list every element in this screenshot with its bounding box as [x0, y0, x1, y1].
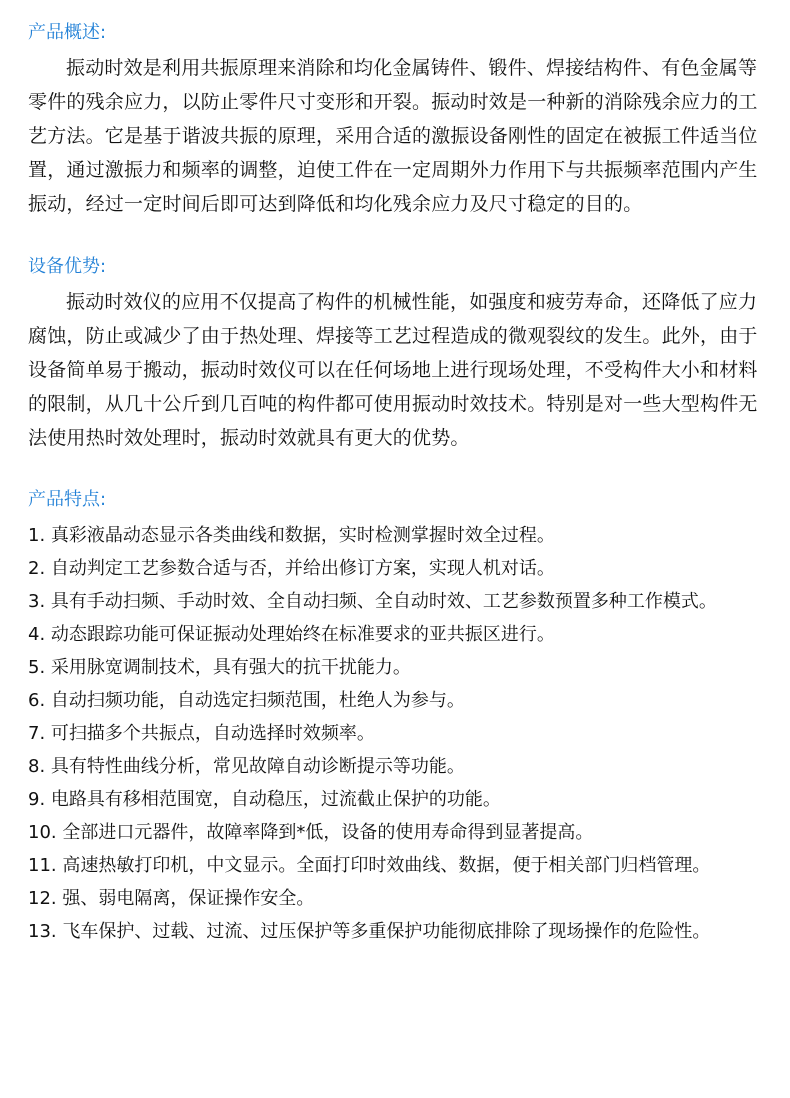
list-item: [28, 750, 770, 783]
list-item-number: 4.: [28, 624, 51, 645]
features-title: 产品特点:: [28, 489, 107, 510]
list-item-text: 全部进口元器件，故障率降到*低，设备的使用寿命得到显著提高。: [62, 822, 594, 843]
list-item-text: 强、弱电隔离，保证操作安全。: [62, 888, 315, 909]
list-item: [28, 618, 770, 651]
list-item: [28, 684, 770, 717]
list-item-text: 具有特性曲线分析，常见故障自动诊断提示等功能。: [50, 756, 465, 777]
list-item-number: 5.: [28, 657, 51, 678]
list-item: [28, 552, 770, 585]
advantages-paragraph: 振动时效仪的应用不仅提高了构件的机械性能，如强度和疲劳寿命，还降低了应力腐蚀，防止或减少了由于热处理、焊接等工艺过程造成的微观裂纹的发生。此外，由于设备简单易于搬动，振动时效仪可以在任何场地上进行现场处理，不受构件大小和材料的限制，从几十公斤到几百吨的构件都可使用振动时效技术。特别是对一些大型构件无法使用热时效处理时，振动时效就具有更大的优势。: [28, 291, 758, 449]
list-item: [28, 783, 770, 816]
list-item-text: 自动判定工艺参数合适与否，并给出修订方案，实现人机对话。: [50, 558, 555, 579]
list-item: [28, 717, 770, 750]
features-list: [28, 519, 770, 948]
list-item-text: 具有手动扫频、手动时效、全自动扫频、全自动时效、工艺参数预置多种工作模式。: [50, 591, 717, 612]
list-item: [28, 882, 770, 915]
list-item: [28, 651, 770, 684]
list-item: [28, 585, 770, 618]
list-item-number: 9.: [28, 789, 51, 810]
list-item-number: 11.: [28, 855, 63, 876]
list-item-number: 2.: [28, 558, 51, 579]
list-item-text: 采用脉宽调制技术，具有强大的抗干扰能力。: [50, 657, 411, 678]
list-item-text: 真彩液晶动态显示各类曲线和数据，实时检测掌握时效全过程。: [50, 525, 555, 546]
list-item-text: 电路具有移相范围宽，自动稳压，过流截止保护的功能。: [50, 789, 501, 810]
overview-paragraph: 振动时效是利用共振原理来消除和均化金属铸件、锻件、焊接结构件、有色金属等零件的残余应力，以防止零件尺寸变形和开裂。振动时效是一种新的消除残余应力的工艺方法。它是基于谐波共振的原理，采用合适的激振设备刚性的固定在被振工件适当位置，通过激振力和频率的调整，迫使工件在一定周期外力作用下与共振频率范围内产生振动，经过一定时间后即可达到降低和均化残余应力及尺寸稳定的目的。: [28, 57, 758, 215]
list-item-number: 1.: [28, 525, 51, 546]
list-item-number: 3.: [28, 591, 51, 612]
list-item-number: 13.: [28, 921, 63, 942]
list-item-number: 7.: [28, 723, 51, 744]
list-item-number: 10.: [28, 822, 63, 843]
features-section: [28, 487, 770, 948]
overview-section: [28, 20, 770, 221]
overview-title: 产品概述:: [28, 22, 107, 43]
list-item-number: 6.: [28, 690, 51, 711]
list-item-text: 可扫描多个共振点，自动选择时效频率。: [50, 723, 375, 744]
list-item: [28, 849, 770, 882]
list-item-text: 飞车保护、过载、过流、过压保护等多重保护功能彻底排除了现场操作的危险性。: [62, 921, 711, 942]
list-item-text: 动态跟踪功能可保证振动处理始终在标准要求的亚共振区进行。: [50, 624, 555, 645]
advantages-title: 设备优势:: [28, 256, 107, 277]
list-item-number: 8.: [28, 756, 51, 777]
list-item-text: 自动扫频功能，自动选定扫频范围，杜绝人为参与。: [50, 690, 465, 711]
list-item: [28, 816, 770, 849]
list-item-number: 12.: [28, 888, 63, 909]
advantages-section: [28, 254, 770, 455]
list-item: [28, 519, 770, 552]
list-item-text: 高速热敏打印机，中文显示。全面打印时效曲线、数据，便于相关部门归档管理。: [62, 855, 711, 876]
list-item: [28, 915, 770, 948]
